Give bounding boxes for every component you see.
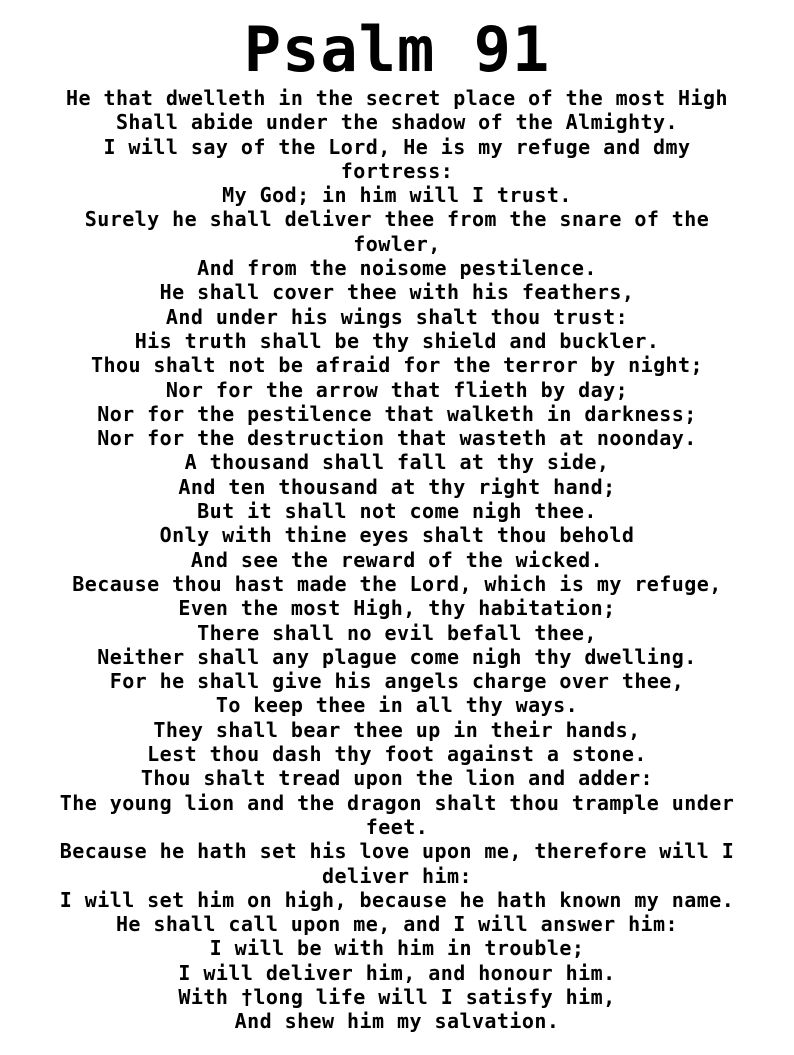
verse-line: And ten thousand at thy right hand;	[178, 474, 616, 499]
verse-line: For he shall give his angels charge over thee,	[109, 669, 685, 694]
verse-line: My God; in him will I trust.	[222, 183, 572, 208]
verse-line: I will deliver him, and honour him.	[178, 960, 616, 985]
verse-line: And from the noisome pestilence.	[197, 256, 597, 281]
verse-line: Because thou hast made the Lord, which is my refuge,	[72, 571, 722, 596]
psalm-text	[0, 86, 794, 1034]
verse-line: deliver him:	[322, 863, 472, 888]
verse-line: And see the reward of the wicked.	[190, 547, 604, 572]
verse-line: Only with thine eyes shalt thou behold	[159, 523, 635, 548]
verse-line: I will be with him in trouble;	[209, 936, 585, 961]
verse-line: And under his wings shalt thou trust:	[165, 304, 629, 329]
verse-line: I will say of the Lord, He is my refuge and dmy	[103, 134, 691, 159]
verse-line: feet.	[365, 814, 429, 839]
verse-line: Nor for the pestilence that walketh in darkness;	[97, 401, 697, 426]
page-title: Psalm 91	[243, 13, 551, 86]
verse-line: Surely he shall deliver thee from the snare of the	[84, 207, 710, 232]
verse-line: But it shall not come nigh thee.	[197, 499, 597, 524]
verse-line: To keep thee in all thy ways.	[215, 693, 579, 718]
verse-line: Thou shalt tread upon the lion and adder:	[140, 766, 654, 791]
verse-line: The young lion and the dragon shalt thou trample under	[59, 790, 735, 815]
verse-line: Neither shall any plague come nigh thy dwelling.	[97, 644, 697, 669]
verse-line: He shall call upon me, and I will answer him:	[115, 912, 679, 937]
verse-line: Because he hath set his love upon me, therefore will I	[59, 839, 735, 864]
verse-line: Lest thou dash thy foot against a stone.	[147, 742, 647, 767]
verse-line: His truth shall be thy shield and buckler.	[134, 328, 660, 353]
verse-line: A thousand shall fall at thy side,	[184, 450, 610, 475]
verse-line: Nor for the destruction that wasteth at noonday.	[97, 426, 697, 451]
verse-line: Thou shalt not be afraid for the terror by night;	[90, 353, 704, 378]
verse-line: There shall no evil befall thee,	[197, 620, 597, 645]
verse-line: And shew him my salvation.	[234, 1009, 560, 1034]
verse-line: With †long life will I satisfy him,	[178, 984, 616, 1009]
verse-line: They shall bear thee up in their hands,	[153, 717, 641, 742]
verse-line: He shall cover thee with his feathers,	[159, 280, 635, 305]
verse-line: fortress:	[340, 158, 454, 183]
verse-line: Even the most High, thy habitation;	[178, 596, 616, 621]
verse-line: I will set him on high, because he hath known my name.	[59, 887, 735, 912]
verse-line: He that dwelleth in the secret place of the most High	[65, 86, 729, 110]
verse-line: Nor for the arrow that flieth by day;	[165, 377, 629, 402]
verse-line: fowler,	[353, 231, 441, 256]
verse-line: Shall abide under the shadow of the Almighty.	[115, 110, 679, 135]
